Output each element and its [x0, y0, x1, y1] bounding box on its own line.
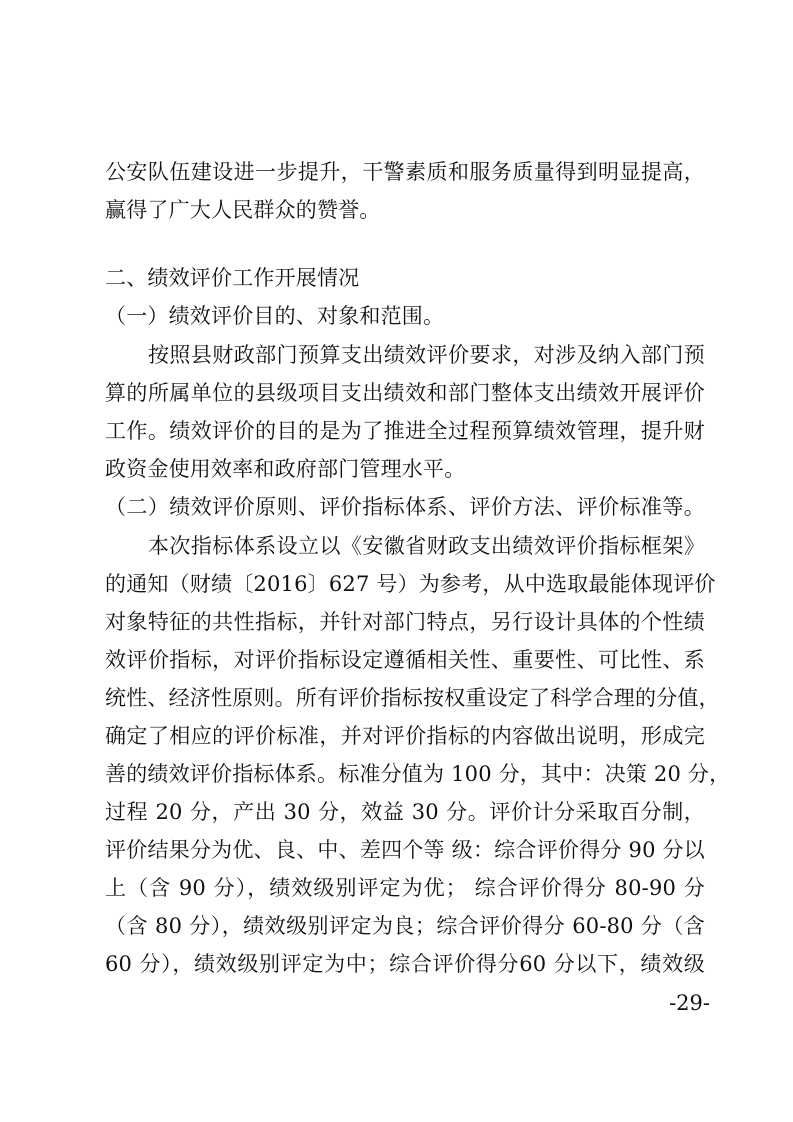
body-text-line-2: 赢得了广大人民群众的赞誉。 — [105, 198, 381, 222]
paragraph-2-line-8: 过程 20 分，产出 30 分，效益 30 分。评价计分采取百分制， — [105, 800, 705, 824]
paragraph-2-line-12: 60 分），绩效级别评定为中；综合评价得分60 分以下，绩效级 — [105, 952, 705, 976]
paragraph-2-line-5: 统性、经济性原则。所有评价指标按权重设定了科学合理的分值， — [105, 686, 720, 710]
paragraph-2-line-10: 上（含 90 分），绩效级别评定为优； 综合评价得分 80-90 分 — [105, 876, 705, 900]
paragraph-1-line-4: 政资金使用效率和政府部门管理水平。 — [105, 457, 466, 481]
section-heading: 二、绩效评价工作开展情况 — [105, 266, 360, 290]
page-number: -29- — [669, 991, 710, 1015]
paragraph-1-line-1: 按照县财政部门预算支出绩效评价要求，对涉及纳入部门预 — [148, 343, 705, 367]
subsection-heading-1: （一）绩效评价目的、对象和范围。 — [105, 304, 445, 328]
body-text-line-1: 公安队伍建设进一步提升，干警素质和服务质量得到明显提高， — [105, 160, 705, 184]
paragraph-2-line-9: 评价结果分为优、良、中、差四个等 级：综合评价得分 90 分以 — [105, 838, 705, 862]
paragraph-2-line-4: 效评价指标，对评价指标设定遵循相关性、重要性、可比性、系 — [105, 648, 705, 672]
paragraph-2-line-6: 确定了相应的评价标准，并对评价指标的内容做出说明，形成完 — [105, 724, 705, 748]
paragraph-1-line-2: 算的所属单位的县级项目支出绩效和部门整体支出绩效开展评价 — [105, 381, 705, 405]
subsection-heading-2: （二）绩效评价原则、评价指标体系、评价方法、评价标准等。 — [105, 495, 705, 519]
paragraph-2-line-1: 本次指标体系设立以《安徽省财政支出绩效评价指标框架》 — [148, 534, 705, 558]
paragraph-2-line-2: 的通知（财绩〔2016〕627 号）为参考，从中选取最能体现评价 — [105, 572, 716, 596]
paragraph-2-line-3: 对象特征的共性指标，并针对部门特点，另行设计具体的个性绩 — [105, 610, 705, 634]
paragraph-2-line-7: 善的绩效评价指标体系。标准分值为 100 分，其中：决策 20 分， — [105, 762, 731, 786]
paragraph-1-line-3: 工作。绩效评价的目的是为了推进全过程预算绩效管理，提升财 — [105, 419, 705, 443]
paragraph-2-line-11: （含 80 分），绩效级别评定为良；综合评价得分 60-80 分（含 — [105, 914, 705, 938]
